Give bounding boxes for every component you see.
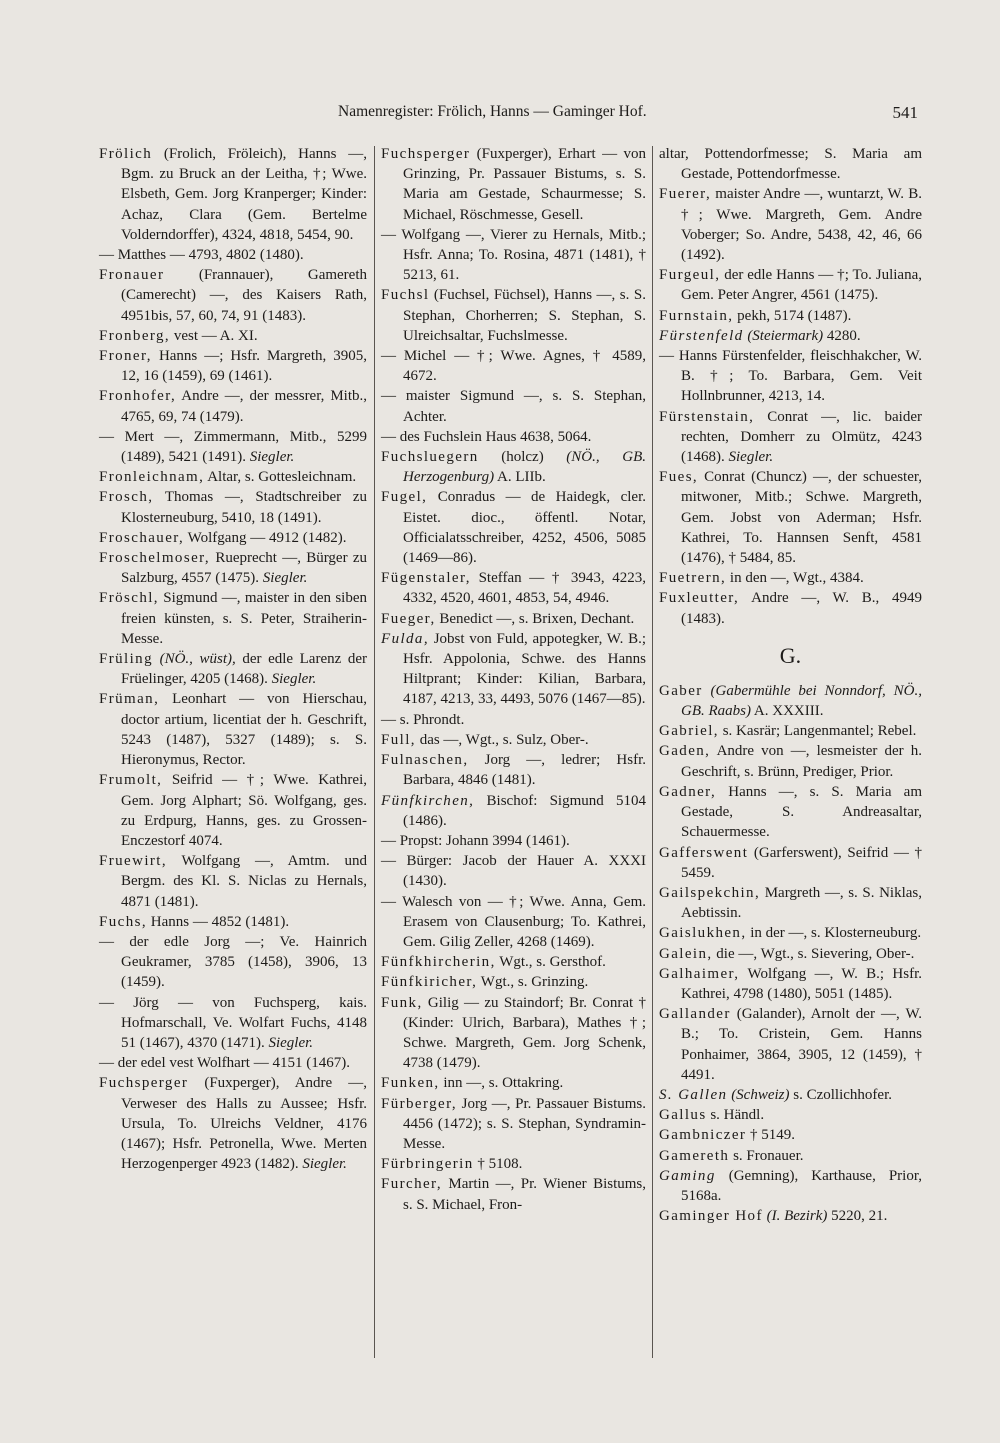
entry-text: A. LIIb.	[494, 469, 546, 486]
index-entry	[659, 467, 922, 568]
index-entry	[381, 1073, 646, 1093]
entry-headword: Gadner,	[659, 783, 717, 800]
entry-text: Jorg —, Pr. Passauer Bistums. 4456 (1472); s. S. Stephan, Syndramin-Messe.	[403, 1095, 646, 1152]
entry-headword: Fulnaschen,	[381, 752, 469, 769]
index-entry	[659, 346, 922, 407]
index-entry	[659, 326, 922, 346]
entry-text: das —, Wgt., s. Sulz, Ober-.	[415, 731, 589, 748]
entry-text: Benedict —, s. Brixen, Dechant.	[435, 610, 635, 627]
entry-headword: Froschauer,	[99, 529, 185, 546]
entry-text: vest — A. XI.	[170, 327, 258, 344]
entry-headword: Fuchsluegern	[381, 449, 479, 466]
index-entry	[659, 306, 922, 326]
index-entry	[659, 1105, 922, 1125]
entry-text: Jobst von Fuld, appotegker, W. B.; Hsfr. Appolonia, Schwe. des Hanns Hiltprant; Kinder: Kilian, Barbara, 4187, 4213, 33, 4493, 5076 (1467—85).	[403, 630, 646, 708]
index-entry	[381, 427, 646, 447]
index-entry	[99, 467, 367, 487]
entry-headword: Fürstenstain,	[659, 408, 755, 425]
entry-text: Wolfgang —, W. B.; Hsfr. Kathrei, 4798 (1480), 5051 (1485).	[681, 965, 922, 1002]
index-entry	[659, 964, 922, 1004]
index-entry	[659, 184, 922, 265]
index-entry	[381, 629, 646, 710]
entry-place-note: (NÖ., wüst),	[152, 651, 236, 668]
index-entry	[381, 831, 646, 851]
entry-headword: Galein,	[659, 945, 713, 962]
index-entry	[99, 689, 367, 770]
entry-headword: Frosch,	[99, 489, 154, 506]
entry-text: maister Andre —, wuntarzt, W. B. †; Wwe. Margreth, Gem. Andre Voberger; So. Andre, 5438, 42, 46, 66 (1492).	[681, 186, 922, 264]
entry-headword: Fuchsperger	[99, 1075, 189, 1092]
entry-text: Conrat (Chuncz) —, der schuester, mitwoner, Mitb.; Schwe. Margreth, Gem. Jobst von Aderman; Hsfr. Kathrei, To. Hannsen Senft, 4581 (1476), † 5484, 85.	[681, 469, 922, 567]
entry-headword: Fugel,	[381, 489, 428, 506]
entry-text: Andre —, W. B., 4949 (1483).	[681, 590, 922, 627]
entry-headword: Gamereth	[659, 1147, 730, 1164]
entry-headword: Fuetrern,	[659, 570, 727, 587]
entry-text: — Bürger: Jacob der Hauer A. XXXI (1430).	[381, 853, 646, 890]
index-entry	[659, 721, 922, 741]
entry-text: 4280.	[823, 327, 861, 344]
entry-italic-note: Siegler.	[724, 449, 774, 466]
entry-headword: Fuchsperger	[381, 146, 471, 162]
index-entry	[99, 1073, 367, 1174]
index-entry	[659, 144, 922, 184]
entry-headword: Früman,	[99, 691, 160, 708]
entry-text: Sigmund —, maister in den siben freien künsten, s. S. Peter, Straiherin-Messe.	[121, 590, 367, 647]
entry-place-note: (Steiermark)	[743, 327, 824, 344]
entry-text: — maister Sigmund —, s. S. Stephan, Achter.	[381, 388, 646, 425]
index-entry	[659, 1085, 922, 1105]
entry-text: inn —, s. Ottakring.	[439, 1075, 564, 1092]
entry-text: altar, Pottendorfmesse; S. Maria am Gestade, Pottendorfmesse.	[659, 146, 922, 183]
entry-headword: Gambniczer	[659, 1127, 747, 1144]
index-entry	[659, 1004, 922, 1085]
index-entry	[381, 892, 646, 953]
index-entry	[99, 386, 367, 426]
index-entry	[99, 932, 367, 993]
index-entry	[659, 1146, 922, 1166]
entry-headword: Froner,	[99, 348, 152, 365]
index-entry	[99, 588, 367, 649]
index-entry	[381, 952, 646, 972]
letter-heading: G.	[779, 642, 802, 668]
entry-headword: Gaislukhen,	[659, 925, 747, 942]
entry-text: — der edel vest Wolfhart — 4151 (1467).	[99, 1055, 350, 1072]
entry-headword: Funken,	[381, 1075, 440, 1092]
index-entry	[99, 912, 367, 932]
index-entry	[381, 386, 646, 426]
index-entry	[381, 710, 646, 730]
entry-headword: Gallander	[659, 1006, 731, 1023]
entry-text: Wgt., s. Grinzing.	[477, 974, 589, 991]
entry-text: (Frannauer), Gamereth (Camerecht) —, des Kaisers Rath, 4951bis, 57, 60, 74, 91 (1483).	[121, 267, 367, 324]
entry-headword: Fronberg,	[99, 327, 171, 344]
running-header	[0, 103, 1000, 127]
entry-text: — der edle Jorg —; Ve. Hainrich Geukramer, 3785 (1458), 3906, 13 (1459).	[99, 933, 367, 991]
entry-headword: Fuerer,	[659, 186, 712, 203]
entry-text: — des Fuchslein Haus 4638, 5064.	[381, 428, 592, 445]
index-entry	[99, 548, 367, 588]
entry-headword: Gaming	[659, 1167, 716, 1184]
entry-text: Conradus — de Haidegk, cler. Eistet. dioc., öffentl. Notar, Officialatsschreiber, 4252, 4506, 5085 (1469—86).	[403, 489, 646, 567]
entry-italic-note: (NÖ., GB. Herzogenburg)	[403, 449, 646, 486]
index-entry	[659, 1125, 922, 1145]
entry-text: Jorg —, ledrer; Hsfr. Barbara, 4846 (1481).	[403, 752, 646, 789]
index-entry	[99, 993, 367, 1054]
entry-headword: Gailspekchin,	[659, 884, 761, 901]
entry-place-note: (Schweiz)	[727, 1086, 790, 1103]
index-entry	[659, 588, 922, 628]
index-entry	[99, 265, 367, 326]
entry-headword: S. Gallen	[659, 1086, 728, 1103]
entry-text: Martin —, Pr. Wiener Bistums, s. S. Michael, Fron-	[403, 1176, 646, 1213]
index-entry	[381, 972, 646, 992]
entry-text: (Frolich, Fröleich), Hanns —, Bgm. zu Bruck an der Leitha, †; Wwe. Elsbeth, Gem. Jorg Kranperger; Kinder: Achaz, Clara (Gem. Bertelme Volderndorffer), 4324, 4818, 5454, 90.	[121, 146, 367, 243]
column-rule	[374, 146, 375, 1358]
index-column-2	[381, 144, 646, 1215]
entry-text: der edle Hanns — †; To. Juliana, Gem. Peter Angrer, 4561 (1475).	[681, 267, 922, 304]
entry-headword: Froschelmoser,	[99, 550, 211, 567]
entry-text: in den —, Wgt., 4384.	[726, 570, 864, 587]
index-entry	[659, 407, 922, 468]
entry-text: Wolfgang — 4912 (1482).	[184, 529, 347, 546]
entry-headword: Fröschl,	[99, 590, 159, 607]
entry-text: A. XXXIII.	[751, 703, 824, 720]
entry-headword: Furnstain,	[659, 307, 734, 324]
index-entry	[659, 568, 922, 588]
index-entry	[99, 649, 367, 689]
index-entry	[381, 285, 646, 346]
index-entry	[381, 730, 646, 750]
entry-headword: Gallus	[659, 1107, 707, 1124]
entry-headword: Fronauer	[99, 267, 165, 284]
entry-text: (Gemning), Karthause, Prior, 5168a.	[681, 1167, 922, 1204]
entry-text: (Garferswent), Seifrid — † 5459.	[681, 844, 922, 881]
index-entry	[659, 265, 922, 305]
index-entry	[99, 245, 367, 265]
entry-italic-note: Siegler.	[245, 449, 295, 466]
entry-headword: Früling	[99, 651, 153, 668]
entry-headword: Fünfkirchen,	[381, 792, 475, 809]
entry-headword: Furgeul,	[659, 267, 721, 284]
entry-text: — Michel — †; Wwe. Agnes, † 4589, 4672.	[381, 348, 646, 385]
entry-headword: Fronhofer,	[99, 388, 177, 405]
entry-headword: Fürberger,	[381, 1095, 458, 1112]
index-entry	[99, 851, 367, 912]
entry-headword: Gafferswent	[659, 844, 749, 861]
index-entry	[99, 346, 367, 386]
index-entry	[659, 782, 922, 843]
entry-headword: Fues,	[659, 469, 699, 486]
entry-text: Rueprecht —, Bürger zu Salzburg, 4557 (1475).	[121, 550, 367, 587]
running-title: Namenregister: Frölich, Hanns — Gaminger Hof.	[338, 103, 647, 120]
entry-italic-note: Siegler.	[259, 570, 308, 587]
index-entry	[659, 883, 922, 923]
entry-headword: Galhaimer,	[659, 965, 740, 982]
index-entry	[99, 528, 367, 548]
index-column-1	[99, 144, 367, 1174]
entry-headword: Fuchs,	[99, 913, 147, 930]
entry-text: Andre von —, lesmeister der h. Geschrift, s. Brünn, Prediger, Prior.	[681, 743, 922, 780]
entry-headword: Fügenstaler,	[381, 570, 471, 587]
entry-text: — Walesch von — †; Wwe. Anna, Gem. Erasem von Clausenburg; To. Kathrei, Gem. Gilig Zeller, 4268 (1469).	[381, 893, 646, 950]
entry-text: — Hanns Fürstenfelder, fleischhakcher, W. B. †; To. Barbara, Gem. Veit Hollnbrunner, 4213, 14.	[659, 348, 922, 405]
entry-text: — Jörg — von Fuchsperg, kais. Hofmarschall, Ve. Wolfart Fuchs, 4148 51 (1467), 4370 (1471).	[99, 994, 367, 1051]
entry-headword: Funk,	[381, 994, 423, 1011]
index-entry	[99, 1053, 367, 1073]
index-entry	[99, 487, 367, 527]
entry-italic-note: Siegler.	[267, 671, 317, 688]
index-column-3	[659, 144, 922, 1226]
index-entry	[381, 447, 646, 487]
entry-text: (Fuxperger), Andre —, Verweser des Halls zu Aussee; Hsfr. Ursula, To. Ulreichs Veldner, 4176 (1467); Hsfr. Petronella, Wwe. Merten Herzogenperger 4923 (1482).	[121, 1075, 367, 1173]
entry-text: pekh, 5174 (1487).	[733, 307, 852, 324]
entry-text: 5220, 21.	[827, 1208, 888, 1225]
entry-text: Hanns — 4852 (1481).	[147, 913, 290, 930]
entry-text: — Propst: Johann 3994 (1461).	[381, 832, 570, 849]
index-entry	[381, 144, 646, 225]
entry-text: (Fuchsel, Füchsel), Hanns —, s. S. Stephan, Chorherren; S. Stephan, S. Ulreichsaltar, Fuchslmesse.	[403, 287, 646, 344]
entry-headword: Fruewirt,	[99, 853, 168, 870]
entry-text: † 5149.	[746, 1127, 796, 1144]
entry-headword: Fronleichnam,	[99, 469, 205, 486]
index-entry	[659, 1206, 922, 1226]
entry-text: der edle Larenz der Früelinger, 4205 (1468).	[121, 651, 368, 688]
entry-text: Hanns —, s. S. Maria am Gestade, S. Andreasaltar, Schauermesse.	[681, 783, 922, 841]
index-entry	[659, 1166, 922, 1206]
index-entry	[99, 326, 367, 346]
entry-text: Conrat —, lic. baider rechten, Domherr zu Olmütz, 4243 (1468).	[681, 408, 922, 466]
index-entry	[99, 427, 367, 467]
index-entry	[381, 750, 646, 790]
entry-text: Andre —, der messrer, Mitb., 4765, 69, 74 (1479).	[121, 388, 367, 425]
entry-text: s. Czollichhofer.	[789, 1086, 892, 1103]
index-entry	[381, 609, 646, 629]
entry-text: s. Kasrär; Langenmantel; Rebel.	[718, 723, 917, 740]
entry-text: — Wolfgang —, Vierer zu Hernals, Mitb.; Hsfr. Anna; To. Rosina, 4871 (1481), † 5213, 61.	[381, 226, 646, 284]
entry-text: in der —, s. Klosterneuburg.	[746, 925, 922, 942]
entry-headword: Fünfkhircherin,	[381, 954, 496, 971]
index-entry	[381, 851, 646, 891]
entry-place-note: (Gabermühle bei Nonndorf, NÖ., GB. Raabs)	[681, 682, 922, 720]
entry-text: Thomas —, Stadtschreiber zu Klosterneuburg, 5410, 18 (1491).	[121, 489, 367, 526]
entry-headword: Full,	[381, 731, 416, 748]
entry-text: Wgt., s. Gersthof.	[495, 954, 606, 971]
column-rule	[652, 146, 653, 1358]
entry-text: s. Händl.	[706, 1107, 765, 1124]
entry-headword: Fürbringerin	[381, 1156, 474, 1173]
entry-text: Leonhart — von Hierschau, doctor artium, licentiat der h. Geschrift, 5243 (1487), 5327 (1489); s. S. Hieronymus, Rector.	[121, 691, 367, 769]
entry-headword: Fulda,	[381, 630, 429, 647]
entry-text: Altar, s. Gottesleichnam.	[204, 469, 357, 486]
entry-headword: Frumolt,	[99, 772, 163, 789]
entry-headword: Fünfkiricher,	[381, 974, 478, 991]
index-entry	[381, 487, 646, 568]
entry-text: (holcz)	[478, 449, 544, 466]
index-entry	[381, 1154, 646, 1174]
index-entry	[659, 741, 922, 781]
index-entry	[381, 1174, 646, 1214]
entry-headword: Gaden,	[659, 743, 711, 760]
entry-headword: Fuchsl	[381, 287, 430, 304]
entry-headword: Fueger,	[381, 610, 436, 627]
index-entry	[381, 568, 646, 608]
index-entry	[659, 944, 922, 964]
entry-text: die —, Wgt., s. Sievering, Ober-.	[712, 945, 915, 962]
entry-text: Wolfgang —, Amtm. und Bergm. des Kl. S. Niclas zu Hernals, 4871 (1481).	[121, 853, 367, 910]
index-entry	[659, 923, 922, 943]
index-entry	[99, 770, 367, 851]
entry-text: — Mert —, Zimmermann, Mitb., 5299 (1489), 5421 (1491).	[99, 428, 367, 466]
entry-text: — s. Phrondt.	[381, 711, 465, 728]
entry-text: Bischof: Sigmund 5104 (1486).	[403, 792, 646, 829]
entry-headword: Gabriel,	[659, 723, 719, 740]
entry-text: † 5108.	[473, 1156, 523, 1173]
entry-text: (Galander), Arnolt der —, W. B.; To. Cristein, Gem. Hanns Ponhaimer, 3864, 3905, 12 (1459), † 4491.	[681, 1006, 922, 1083]
index-entry	[381, 346, 646, 386]
entry-text: Margreth —, s. S. Niklas, Aebtissin.	[681, 884, 922, 922]
index-entry	[381, 225, 646, 286]
entry-headword: Frölich	[99, 146, 153, 162]
entry-text: s. Fronauer.	[729, 1147, 804, 1164]
entry-text: (Fuxperger), Erhart — von Grinzing, Pr. Passauer Bistums, s. S. Maria am Gestade, Schaurmesse; S. Michael, Röschmesse, Gesell.	[403, 146, 646, 223]
index-entry	[659, 681, 922, 721]
index-entry	[381, 993, 646, 1074]
entry-headword: Gaber	[659, 682, 703, 699]
entry-headword: Fürstenfeld	[659, 327, 744, 344]
entry-text: Steffan — † 3943, 4223, 4332, 4520, 4601, 4853, 54, 4946.	[403, 570, 646, 607]
index-entry	[381, 1094, 646, 1155]
index-entry	[659, 843, 922, 883]
index-entry	[381, 791, 646, 831]
entry-headword: Fuxleutter,	[659, 590, 740, 607]
page-number: 541	[892, 103, 918, 122]
entry-italic-note: Siegler.	[298, 1156, 347, 1173]
entry-text: Seifrid — †; Wwe. Kathrei, Gem. Jorg Alphart; Sö. Wolfgang, ges. zu Erdpurg, Hanns, ges. zu Grossen-Enczestorf 4074.	[121, 772, 367, 849]
index-entry	[99, 144, 367, 245]
entry-text: Hanns —; Hsfr. Margreth, 3905, 12, 16 (1459), 69 (1461).	[121, 348, 367, 385]
entry-headword: Furcher,	[381, 1176, 442, 1193]
entry-text: — Matthes — 4793, 4802 (1480).	[99, 247, 304, 264]
entry-text: Gilig — zu Staindorf; Br. Conrat † (Kinder: Ulrich, Barbara), Mathes †; Schwe. Margreth, Gem. Jorg Schenk, 4738 (1479).	[403, 994, 646, 1072]
entry-place-note: (I. Bezirk)	[762, 1208, 828, 1225]
entry-italic-note: Siegler.	[264, 1034, 314, 1051]
entry-headword: Gaminger Hof	[659, 1208, 763, 1225]
